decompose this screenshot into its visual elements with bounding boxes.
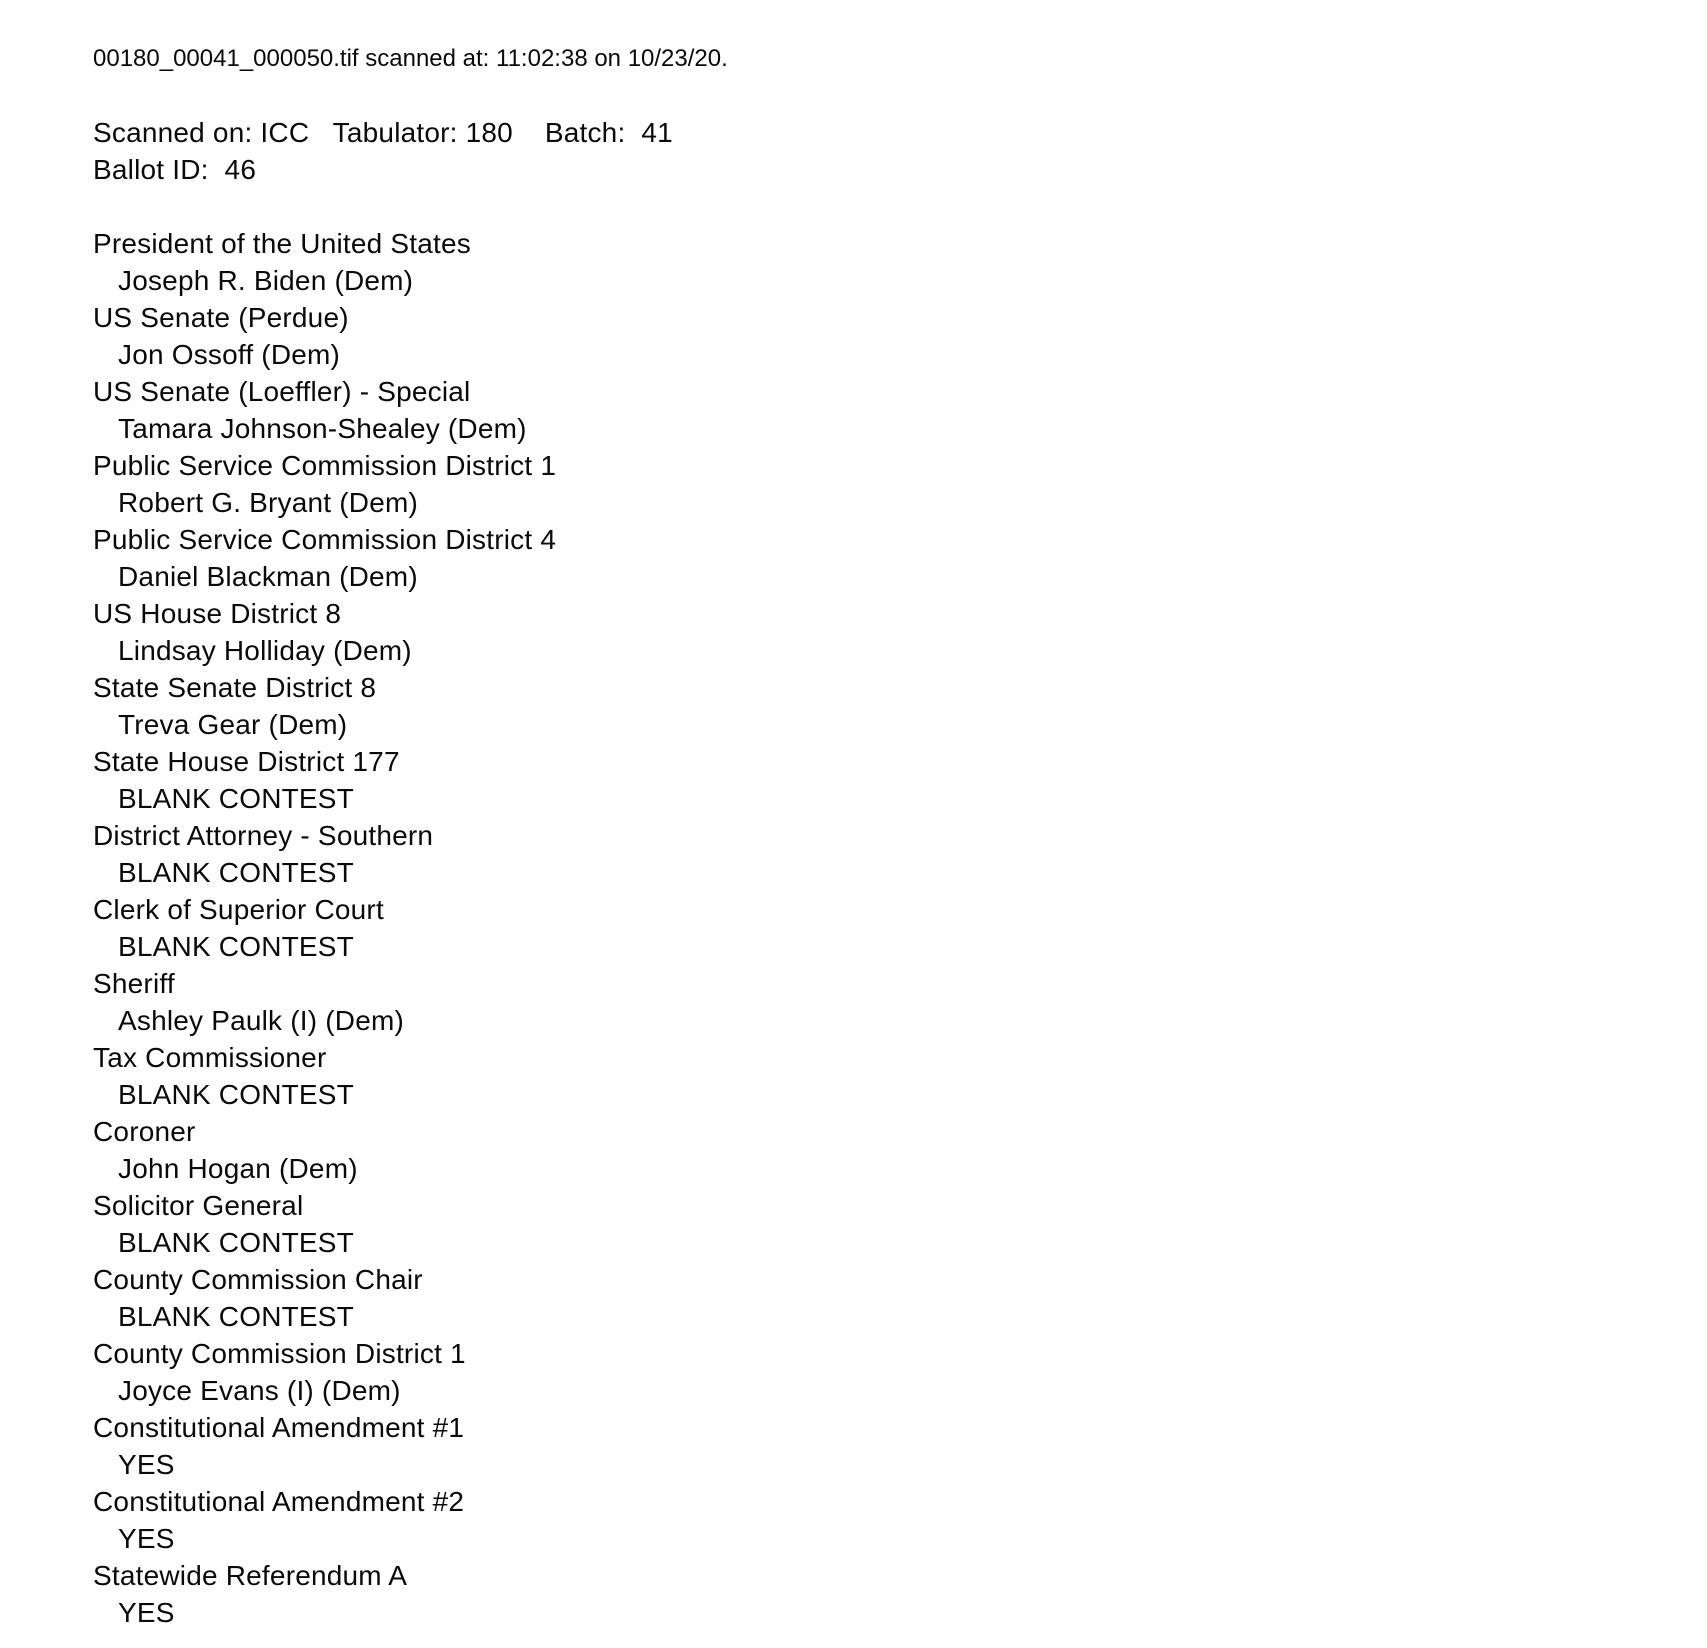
- contest-row: [93, 447, 1667, 521]
- contest-choice: Joyce Evans (I) (Dem): [118, 1375, 401, 1406]
- contest-choice: Treva Gear (Dem): [118, 709, 348, 740]
- contest-choice: BLANK CONTEST: [118, 857, 354, 888]
- contest-name: US Senate (Perdue): [93, 302, 349, 333]
- contest-row: [93, 521, 1667, 595]
- scan-filename-line: 00180_00041_000050.tif scanned at: 11:02:38 on 10/23/20.: [93, 45, 728, 72]
- contest-name: County Commission District 1: [93, 1338, 466, 1369]
- contest-row: [93, 1113, 1667, 1187]
- blank-line: [93, 77, 1667, 114]
- contest-name: District Attorney - Southern: [93, 820, 434, 851]
- contest-row: [93, 891, 1667, 965]
- contest-row: [93, 299, 1667, 373]
- contest-row: [93, 373, 1667, 447]
- contest-choice: John Hogan (Dem): [118, 1153, 358, 1184]
- contest-row: [93, 669, 1667, 743]
- scanner-metadata-line: Scanned on: ICC Tabulator: 180 Batch: 41: [93, 117, 673, 148]
- contest-choice: Joseph R. Biden (Dem): [118, 265, 414, 296]
- contest-name: Constitutional Amendment #2: [93, 1486, 465, 1517]
- contest-row: [93, 817, 1667, 891]
- contest-choice: BLANK CONTEST: [118, 931, 354, 962]
- contest-name: County Commission Chair: [93, 1264, 423, 1295]
- contest-name: President of the United States: [93, 228, 471, 259]
- contest-choice: BLANK CONTEST: [118, 1079, 354, 1110]
- contest-row: [93, 1483, 1667, 1557]
- contest-row: [93, 965, 1667, 1039]
- contest-choice: YES: [118, 1597, 175, 1628]
- contest-name: Sheriff: [93, 968, 175, 999]
- contest-choice: BLANK CONTEST: [118, 1301, 354, 1332]
- blank-line: [93, 188, 1667, 225]
- contest-choice: YES: [118, 1523, 175, 1554]
- contest-name: Tax Commissioner: [93, 1042, 327, 1073]
- contest-name: US Senate (Loeffler) - Special: [93, 376, 471, 407]
- contest-name: Constitutional Amendment #1: [93, 1412, 465, 1443]
- contest-row: [93, 1557, 1667, 1631]
- contest-name: Solicitor General: [93, 1190, 304, 1221]
- contest-name: Public Service Commission District 1: [93, 450, 557, 481]
- contest-choice: BLANK CONTEST: [118, 1227, 354, 1258]
- contest-choice: Daniel Blackman (Dem): [118, 561, 418, 592]
- contest-choice: BLANK CONTEST: [118, 783, 354, 814]
- contest-row: [93, 1409, 1667, 1483]
- contest-choice: YES: [118, 1449, 175, 1480]
- contest-row: [93, 743, 1667, 817]
- contest-name: Public Service Commission District 4: [93, 524, 557, 555]
- contest-row: [93, 225, 1667, 299]
- contest-choice: Lindsay Holliday (Dem): [118, 635, 412, 666]
- contest-row: [93, 595, 1667, 669]
- contest-name: State Senate District 8: [93, 672, 377, 703]
- contest-row: [93, 1039, 1667, 1113]
- contest-choice: Robert G. Bryant (Dem): [118, 487, 419, 518]
- contest-choice: Jon Ossoff (Dem): [118, 339, 341, 370]
- contest-choice: Tamara Johnson-Shealey (Dem): [118, 413, 527, 444]
- contest-name: Clerk of Superior Court: [93, 894, 384, 925]
- contest-name: State House District 177: [93, 746, 400, 777]
- contest-row: [93, 1335, 1667, 1409]
- contest-name: Coroner: [93, 1116, 196, 1147]
- contest-row: [93, 1187, 1667, 1261]
- contest-row: [93, 1261, 1667, 1335]
- contest-list: [93, 225, 1667, 1631]
- contest-name: Statewide Referendum A: [93, 1560, 408, 1591]
- ballot-id-line: Ballot ID: 46: [93, 154, 257, 185]
- contest-name: US House District 8: [93, 598, 342, 629]
- contest-choice: Ashley Paulk (I) (Dem): [118, 1005, 405, 1036]
